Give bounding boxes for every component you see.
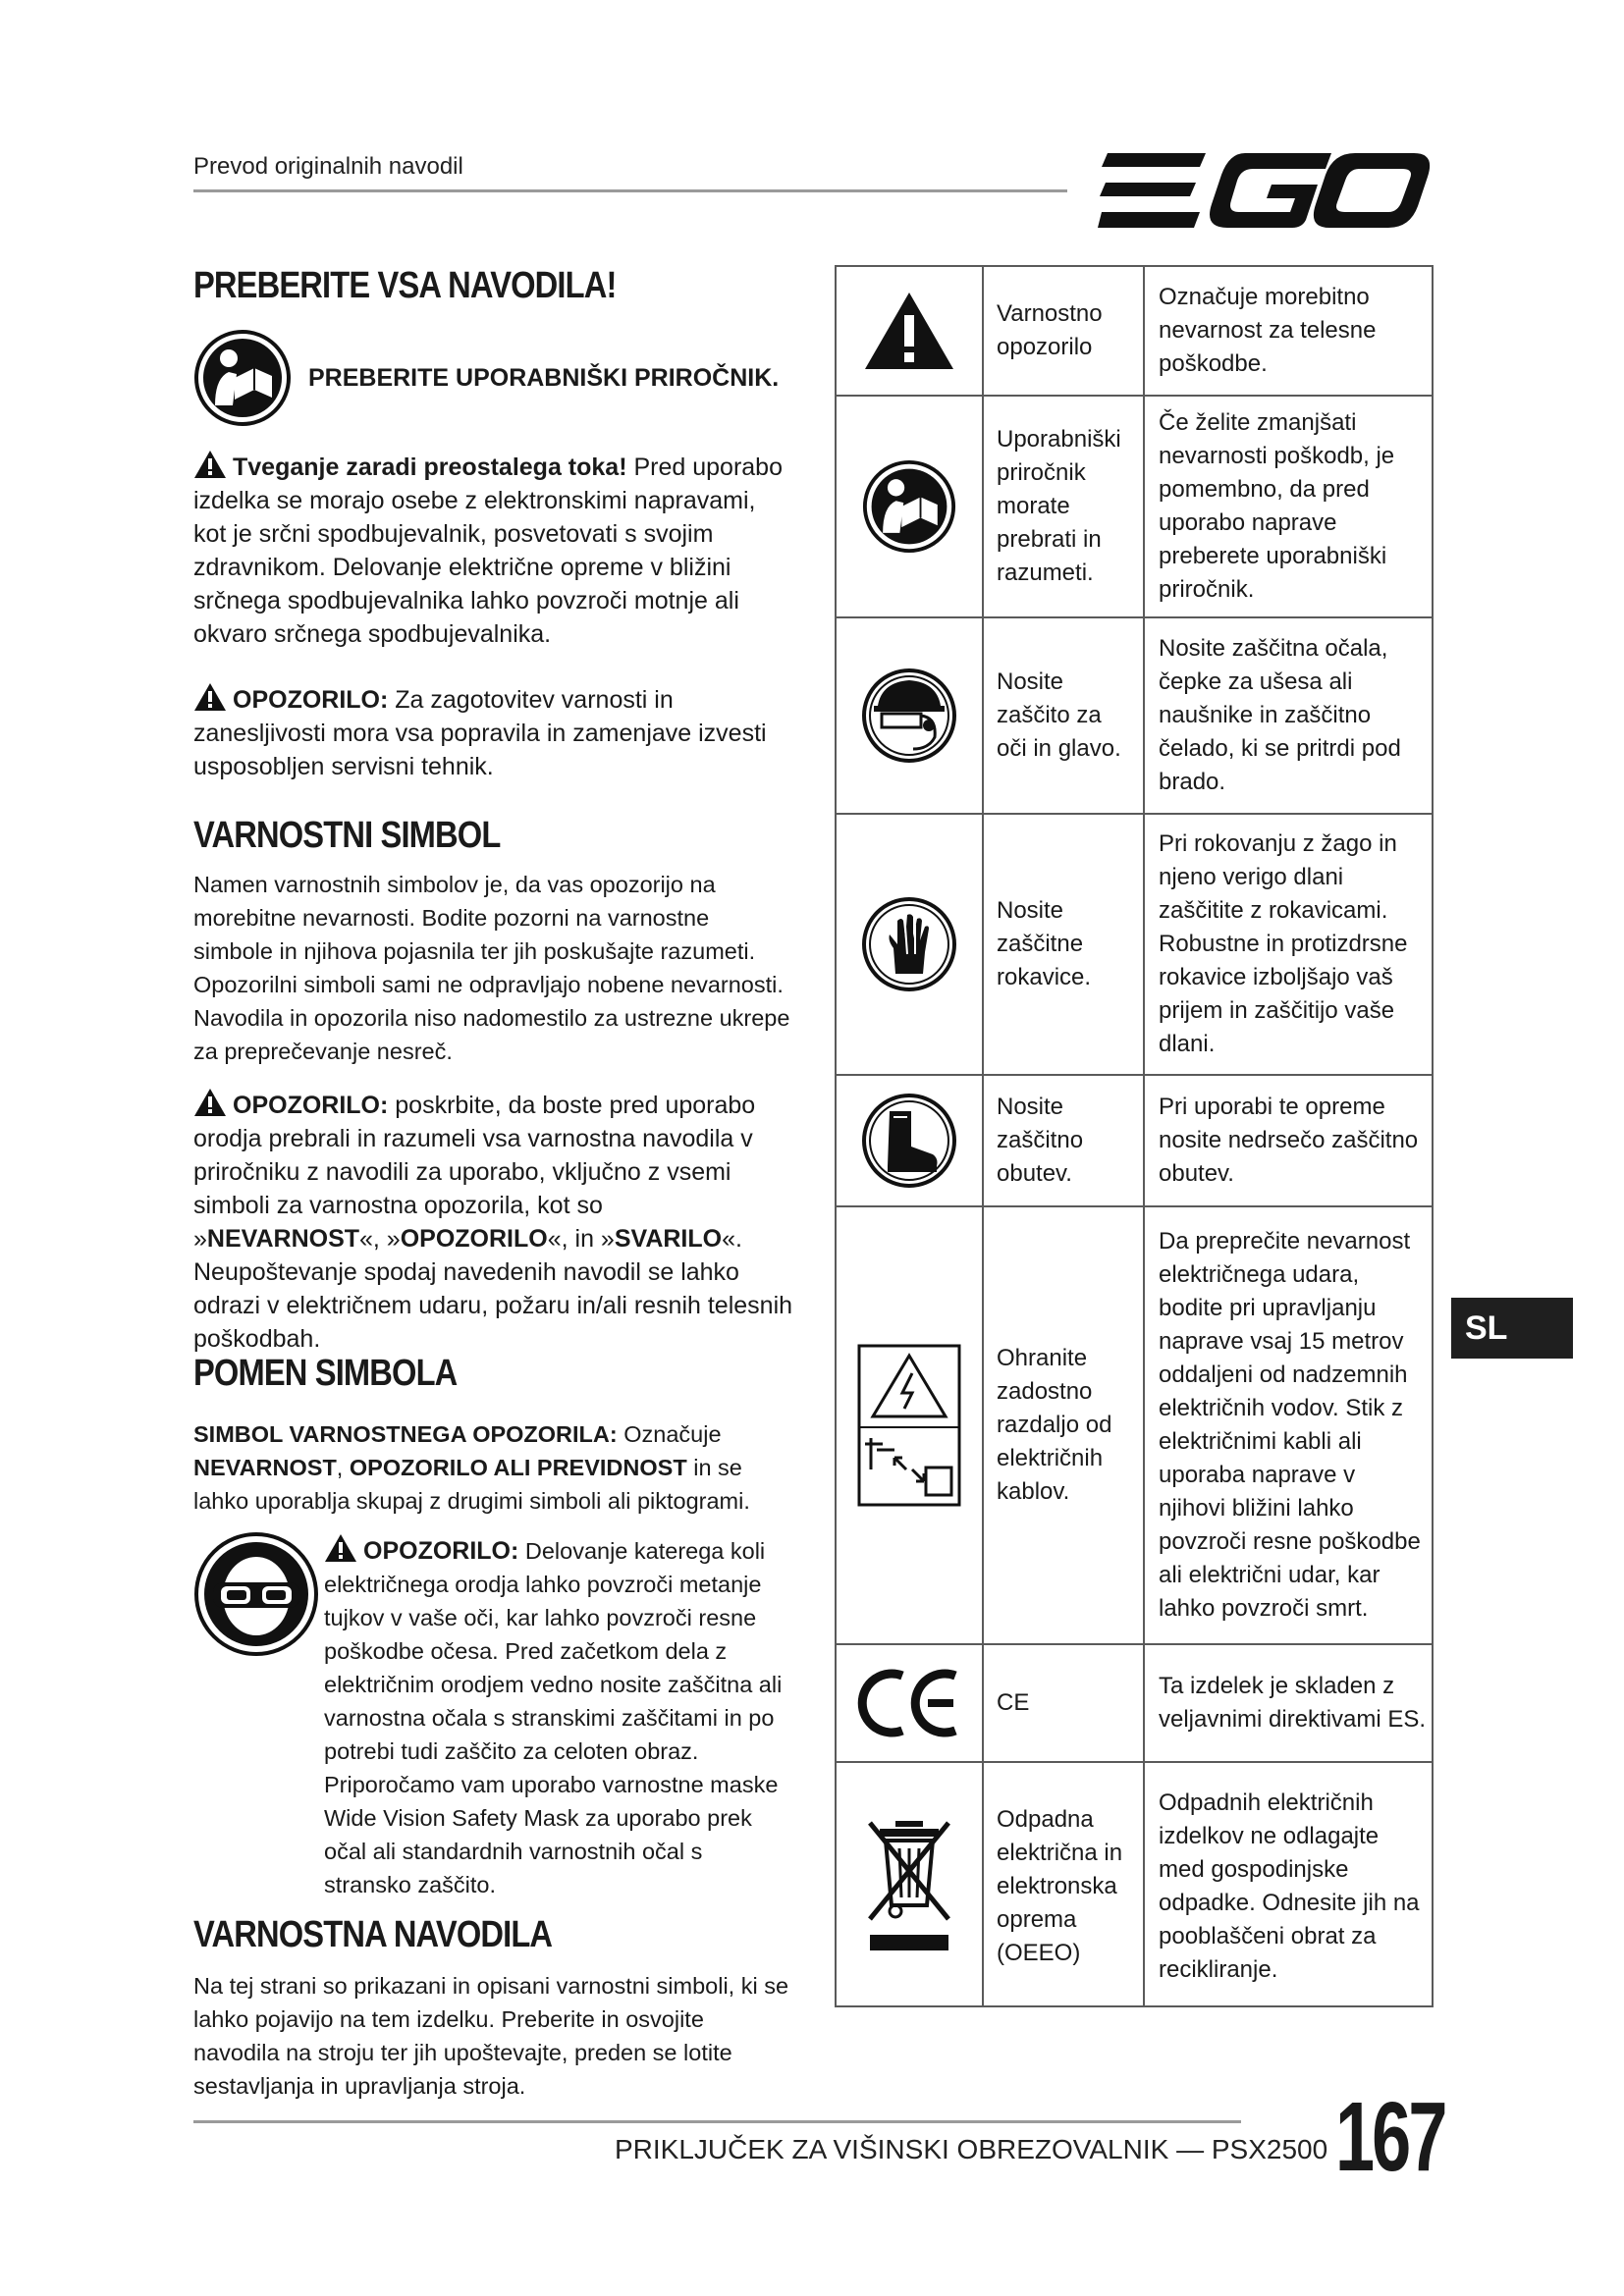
table-row	[837, 1643, 1432, 1761]
residual-current-paragraph	[193, 450, 794, 651]
gloves-icon	[860, 895, 958, 993]
table-row	[837, 267, 1432, 395]
symbol-description: Pri rokovanju z žago in njeno verigo dlani zaščitite z rokavicami. Robustne in protizdrsne rokavice izboljšajo vaš prijem in zaščitijo vaše dlani.	[1159, 830, 1408, 1057]
safety-symbol-text: Namen varnostnih simbolov je, da vas opozorijo na morebitne nevarnosti. Bodite pozorni na varnostne simbole in njihova pojasnila ter jih poskušajte razumeti. Opozorilni simboli sami ne odpravljajo nobene nevarnosti. Navodila in opozorila niso nadomestilo za ustrezne ukrepe za preprečevanje nesreč.	[193, 872, 790, 1064]
symbol-name: Varnostno opozorilo	[997, 300, 1103, 360]
warning-triangle-icon	[193, 682, 227, 712]
table-row	[837, 1205, 1432, 1643]
instructions-heading: VARNOSTNA NAVODILA	[193, 1914, 553, 1955]
ego-logo	[1098, 147, 1432, 236]
read-manual-label: PREBERITE UPORABNIŠKI PRIROČNIK.	[308, 364, 780, 392]
warning-eyes-lead: OPOZORILO:	[363, 1537, 519, 1565]
residual-current-text: Pred uporabo izdelka se morajo osebe z elektronskimi napravami, kot je srčni spodbujevalnik, posvetovati s svojim zdravnikom. Delovanje električne opreme v bližini srčnega spodbujevalnika lahko povzroči motnje ali okvaro srčnega spodbujevalnika.	[193, 454, 783, 648]
meaning-text: ,	[336, 1455, 350, 1480]
footer-text: PRIKLJUČEK ZA VIŠINSKI OBREZOVALNIK — PSX2500	[615, 2134, 1328, 2164]
page-number: 167	[1335, 2082, 1445, 2192]
warning-eyes-text: Delovanje katerega koli električnega orodja lahko povzroči metanje tujkov v vaše oči, kar lahko povzroči resne poškodbe očesa. Pred začetkom dela z električnim orodjem vedno nosite zaščitna ali varnostna očala s stranskimi zaščitami in po potrebi tudi zaščito za celoten obraz. Priporočamo vam uporabo varnostne maske Wide Vision Safety Mask za uporabo prek očal ali standardnih varnostnih očal s stransko zaščito.	[324, 1538, 783, 1897]
weee-bin-icon	[860, 1813, 958, 1960]
meaning-paragraph	[193, 1417, 794, 1518]
symbol-description: Da preprečite nevarnost električnega udara, bodite pri upravljanju naprave vsaj 15 metrov oddaljeni od nadzemnih električnih vodov. Stik z električnimi kabli ali uporaba naprave v njihovi bližini lahko povzroči resne poškodbe ali električni udar, kar lahko povzroči smrt.	[1159, 1228, 1421, 1622]
safety-glasses-icon	[193, 1531, 319, 1657]
symbol-description: Pri uporabi te opreme nosite nedrsečo zaščitno obutev.	[1159, 1094, 1419, 1187]
table-row	[837, 616, 1432, 813]
symbol-description: Če želite zmanjšati nevarnosti poškodb, je pomembno, da pred uporabo naprave preberete uporabniški priročnik.	[1159, 409, 1395, 603]
ce-mark-icon	[855, 1664, 963, 1742]
power-lines-distance-icon	[855, 1342, 963, 1509]
symbol-description: Odpadnih električnih izdelkov ne odlagajte med gospodinjske odpadke. Odnesite jih na pooblaščeni obrat za recikliranje.	[1159, 1789, 1420, 1983]
meaning-heading: POMEN SIMBOLA	[193, 1353, 458, 1394]
residual-current-lead: Tveganje zaradi preostalega toka!	[233, 454, 627, 481]
boots-icon	[860, 1092, 958, 1190]
symbol-description: Označuje morebitno nevarnost za telesne poškodbe.	[1159, 284, 1377, 377]
read-manual-icon	[862, 459, 956, 554]
symbol-description: Nosite zaščitna očala, čepke za ušesa ali naušnike in zaščitno čelado, ki se pritrdi pod brado.	[1159, 635, 1401, 795]
warning-service-text: Za zagotovitev varnosti in zanesljivosti mora vsa popravila in zamenjave izvesti usposobljen servisni tehnik.	[193, 686, 767, 780]
symbol-name: Uporabniški priročnik morate prebrati in razumeti.	[997, 426, 1121, 586]
safety-symbol-heading: VARNOSTNI SIMBOL	[193, 815, 501, 856]
symbol-name: CE	[997, 1689, 1030, 1716]
warning-triangle-icon	[324, 1533, 357, 1563]
symbol-name: Nosite zaščitno obutev.	[997, 1094, 1084, 1187]
symbols-table	[835, 265, 1434, 2007]
word-warning: OPOZORILO	[400, 1225, 548, 1253]
meaning-lead: SIMBOL VARNOSTNEGA OPOZORILA:	[193, 1421, 618, 1447]
header-rule	[193, 189, 1067, 192]
warning-read-text: «, »	[359, 1225, 401, 1253]
warning-eyes-paragraph	[324, 1533, 795, 1901]
warning-read-lead: OPOZORILO:	[233, 1092, 389, 1119]
word-warning-caution: OPOZORILO ALI PREVIDNOST	[349, 1455, 687, 1480]
table-row	[837, 395, 1432, 616]
symbol-name: Nosite zaščito za oči in glavo.	[997, 668, 1121, 762]
meaning-text: in se lahko uporablja skupaj z drugimi simboli ali piktogrami.	[193, 1455, 750, 1514]
header-text: Prevod originalnih navodil	[193, 153, 463, 180]
table-row	[837, 1761, 1432, 2009]
table-row	[837, 1074, 1432, 1205]
symbol-name: Odpadna električna in elektronska oprema (OEEO)	[997, 1805, 1123, 1966]
meaning-text: Označuje	[617, 1421, 722, 1447]
footer-rule	[193, 2120, 1241, 2123]
warning-service-paragraph	[193, 682, 794, 783]
warning-triangle-icon	[862, 290, 956, 372]
warning-read-text: poskrbite, da boste pred uporabo orodja prebrali in razumeli vsa varnostna navodila v priročniku z navodili za uporabo, vključno z vsemi simboli za varnostna opozorila, kot so »	[193, 1092, 756, 1253]
instructions-text: Na tej strani so prikazani in opisani varnostni simboli, ki se lahko pojavijo na tem izdelku. Preberite in osvojite navodila na stroju ter jih upoštevajte, preden se lotite sestavljanja in upravljanja stroja.	[193, 1973, 789, 2099]
warning-triangle-icon	[193, 450, 227, 479]
read-all-heading: PREBERITE VSA NAVODILA!	[193, 265, 617, 306]
read-manual-icon	[193, 329, 292, 427]
warning-read-text: «, in »	[547, 1225, 615, 1253]
warning-service-lead: OPOZORILO:	[233, 686, 389, 714]
symbol-name: Ohranite zadostno razdaljo od električnih kablov.	[997, 1345, 1112, 1505]
symbol-name: Nosite zaščitne rokavice.	[997, 897, 1092, 990]
word-danger: NEVARNOST	[206, 1225, 360, 1253]
table-row	[837, 813, 1432, 1074]
word-caution: SVARILO	[614, 1225, 723, 1253]
warning-read-text: «. Neupoštevanje spodaj navedenih navodil se lahko odrazi v električnem udaru, požaru in/ali resnih telesnih poškodbah.	[193, 1225, 793, 1353]
warning-read-paragraph	[193, 1088, 794, 1356]
word-danger: NEVARNOST	[193, 1455, 337, 1480]
eye-head-protection-icon	[860, 667, 958, 765]
symbol-description: Ta izdelek je skladen z veljavnimi direktivami ES.	[1159, 1673, 1427, 1733]
language-tab: SL	[1451, 1298, 1573, 1359]
warning-triangle-icon	[193, 1088, 227, 1117]
